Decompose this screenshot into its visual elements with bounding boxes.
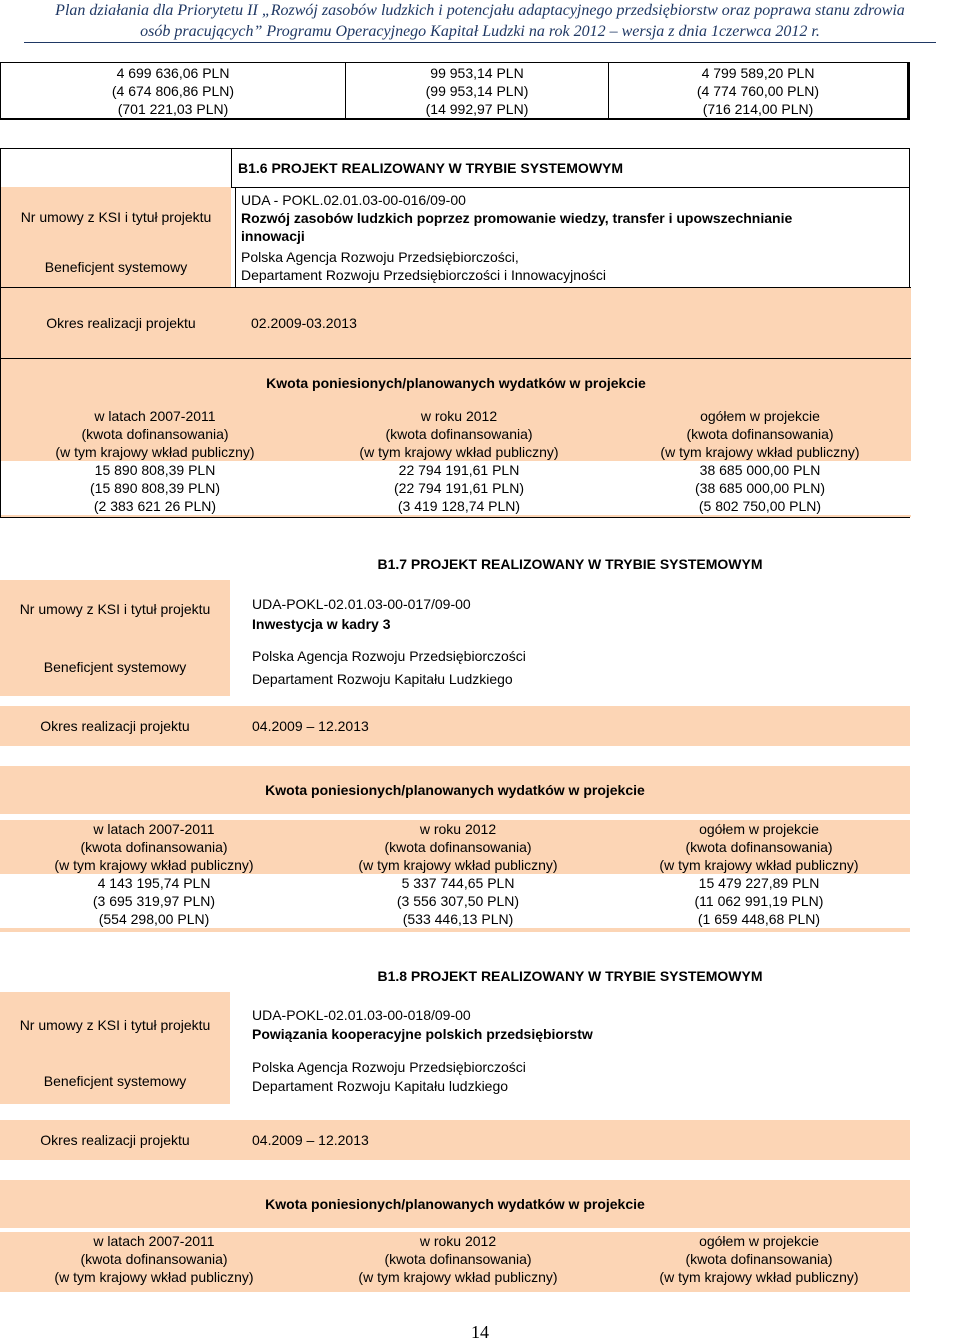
amount-value: (14 992,97 PLN) [425, 100, 529, 117]
amounts-col-2007-2011 [0, 1232, 308, 1292]
col-header: (kwota dofinansowania) [686, 426, 834, 442]
col-header: (w tym krajowy wkład publiczny) [54, 1269, 254, 1285]
beneficiary-line-1: Polska Agencja Rozwoju Przedsiębiorczości [252, 648, 526, 664]
amount-value: 22 794 191,61 PLN [309, 461, 609, 479]
col-header: (w tym krajowy wkład publiczny) [54, 857, 254, 873]
project-title-line-2: innowacji [241, 228, 305, 244]
col-header: w latach 2007-2011 [93, 1233, 215, 1249]
col-header: (w tym krajowy wkład publiczny) [659, 857, 859, 873]
amounts-col-total [608, 820, 910, 932]
amount-value: (4 674 806,86 PLN) [111, 82, 235, 99]
col-header: (kwota dofinansowania) [80, 1251, 228, 1267]
amount-value: 99 953,14 PLN [430, 64, 524, 81]
label-okres: Okres realizacji projektu [40, 718, 190, 734]
section-title: B1.6 PROJEKT REALIZOWANY W TRYBIE SYSTEMOWYM [231, 149, 909, 188]
section-title: B1.7 PROJEKT REALIZOWANY W TRYBIE SYSTEMOWYM [377, 556, 763, 572]
amount-value: (533 446,13 PLN) [308, 910, 608, 928]
label-okres: Okres realizacji projektu [40, 1132, 190, 1148]
col-header: ogółem w projekcie [699, 821, 819, 837]
label-beneficjent: Beneficjent systemowy [0, 1058, 230, 1104]
amounts-col-total [609, 407, 911, 517]
expenditure-heading: Kwota poniesionych/planowanych wydatków w projekcie [1, 359, 911, 407]
amount-value: (38 685 000,00 PLN) [609, 479, 911, 497]
amount-value: (11 062 991,19 PLN) [608, 892, 910, 910]
col-header: w latach 2007-2011 [93, 821, 215, 837]
continuation-col-2007-2011 [1, 63, 346, 118]
col-header: (kwota dofinansowania) [685, 839, 833, 855]
project-number: UDA - POKL.02.01.03-00-016/09-00 [241, 192, 466, 208]
document-header [0, 0, 960, 44]
amount-value: (3 695 319,97 PLN) [0, 892, 308, 910]
amount-value: (4 774 760,00 PLN) [696, 82, 820, 99]
amounts-col-2007-2011 [1, 407, 309, 517]
header-line-2: osób pracujących” Programu Operacyjnego Kapitał Ludzki na rok 2012 – wersja z dnia 1czerwca 2012 r. [24, 21, 936, 43]
section-b1-6 [0, 148, 910, 518]
beneficiary-line-2: Departament Rozwoju Przedsiębiorczości i Innowacyjności [241, 267, 606, 283]
col-header: (kwota dofinansowania) [385, 426, 533, 442]
continuation-col-2012 [346, 63, 609, 118]
amounts-row [0, 820, 910, 932]
amounts-col-2012 [308, 1232, 608, 1292]
period-row [1, 287, 911, 359]
col-header: (w tym krajowy wkład publiczny) [55, 444, 255, 460]
col-header: ogółem w projekcie [699, 1233, 819, 1249]
beneficiary-line-2: Departament Rozwoju Kapitału Ludzkiego [252, 671, 513, 687]
col-header: (kwota dofinansowania) [685, 1251, 833, 1267]
col-header: (w tym krajowy wkład publiczny) [660, 444, 860, 460]
amount-value: 38 685 000,00 PLN [609, 461, 911, 479]
expenditure-heading: Kwota poniesionych/planowanych wydatków w projekcie [0, 1180, 910, 1228]
col-header: w roku 2012 [419, 821, 497, 837]
section-b1-7 [0, 548, 910, 936]
period-value: 04.2009 – 12.2013 [252, 1132, 369, 1148]
label-nr-umowy: Nr umowy z KSI i tytuł projektu [1, 187, 231, 247]
amount-value: 4 799 589,20 PLN [701, 64, 815, 81]
project-info [252, 594, 526, 689]
amounts-col-2007-2011 [0, 820, 308, 932]
amount-value: (3 419 128,74 PLN) [309, 497, 609, 515]
project-title-line-1: Inwestycja w kadry 3 [252, 616, 391, 632]
label-okres: Okres realizacji projektu [46, 315, 196, 331]
amount-value: 5 337 744,65 PLN [308, 874, 608, 892]
col-header: (w tym krajowy wkład publiczny) [358, 1269, 558, 1285]
page-number: 14 [471, 1322, 489, 1342]
project-info [241, 191, 792, 284]
label-beneficjent: Beneficjent systemowy [1, 247, 231, 287]
project-title-line-1: Powiązania kooperacyjne polskich przedsiębiorstw [252, 1026, 593, 1042]
project-number: UDA-POKL-02.01.03-00-018/09-00 [252, 1007, 471, 1023]
continuation-amounts-row [0, 62, 910, 120]
amounts-row [0, 1232, 910, 1292]
amount-value: (716 214,00 PLN) [702, 100, 814, 117]
amount-value: 15 890 808,39 PLN [1, 461, 309, 479]
beneficiary-line-1: Polska Agencja Rozwoju Przedsiębiorczości, [241, 249, 519, 265]
continuation-col-total [609, 63, 907, 118]
col-header: (kwota dofinansowania) [384, 839, 532, 855]
period-value: 02.2009-03.2013 [251, 315, 357, 331]
label-beneficjent: Beneficjent systemowy [0, 638, 230, 696]
amount-value: (99 953,14 PLN) [425, 82, 529, 99]
col-header: w roku 2012 [420, 408, 498, 424]
col-header: (kwota dofinansowania) [384, 1251, 532, 1267]
col-header: w latach 2007-2011 [94, 408, 216, 424]
label-nr-umowy: Nr umowy z KSI i tytuł projektu [0, 580, 230, 638]
col-header: (w tym krajowy wkład publiczny) [359, 444, 559, 460]
col-header: (kwota dofinansowania) [80, 839, 228, 855]
section-b1-8 [0, 960, 910, 1300]
amounts-row [1, 407, 911, 517]
amount-value: 15 479 227,89 PLN [608, 874, 910, 892]
col-header: (w tym krajowy wkład publiczny) [358, 857, 558, 873]
label-column-border [235, 187, 236, 287]
col-header: w roku 2012 [419, 1233, 497, 1249]
amount-value: (701 221,03 PLN) [117, 100, 229, 117]
period-row [0, 1120, 910, 1160]
project-number: UDA-POKL-02.01.03-00-017/09-00 [252, 596, 471, 612]
beneficiary-line-1: Polska Agencja Rozwoju Przedsiębiorczości [252, 1059, 526, 1075]
amount-value: 4 143 195,74 PLN [0, 874, 308, 892]
col-header: (kwota dofinansowania) [81, 426, 229, 442]
label-nr-umowy: Nr umowy z KSI i tytuł projektu [0, 992, 230, 1058]
period-row [0, 706, 910, 746]
amounts-col-total [608, 1232, 910, 1292]
amount-value: (5 802 750,00 PLN) [609, 497, 911, 515]
section-title: B1.8 PROJEKT REALIZOWANY W TRYBIE SYSTEMOWYM [377, 968, 763, 984]
amount-value: (15 890 808,39 PLN) [1, 479, 309, 497]
amount-value: (554 298,00 PLN) [0, 910, 308, 928]
expenditure-heading: Kwota poniesionych/planowanych wydatków w projekcie [0, 766, 910, 814]
amount-value: (22 794 191,61 PLN) [309, 479, 609, 497]
amounts-col-2012 [309, 407, 609, 517]
amount-value: (2 383 621 26 PLN) [1, 497, 309, 515]
amount-value: 4 699 636,06 PLN [116, 64, 230, 81]
amount-value: (3 556 307,50 PLN) [308, 892, 608, 910]
period-value: 04.2009 – 12.2013 [252, 718, 369, 734]
amounts-col-2012 [308, 820, 608, 932]
project-info [252, 1006, 593, 1096]
project-title-line-1: Rozwój zasobów ludzkich poprzez promowanie wiedzy, transfer i upowszechnianie [241, 210, 793, 226]
col-header: ogółem w projekcie [700, 408, 820, 424]
col-header: (w tym krajowy wkład publiczny) [659, 1269, 859, 1285]
beneficiary-line-2: Departament Rozwoju Kapitału ludzkiego [252, 1078, 509, 1094]
amount-value: (1 659 448,68 PLN) [608, 910, 910, 928]
header-line-1: Plan działania dla Priorytetu II „Rozwój zasobów ludzkich i potencjału adaptacyjnego przedsiębiorstw oraz poprawa stanu zdrowia [55, 2, 905, 19]
